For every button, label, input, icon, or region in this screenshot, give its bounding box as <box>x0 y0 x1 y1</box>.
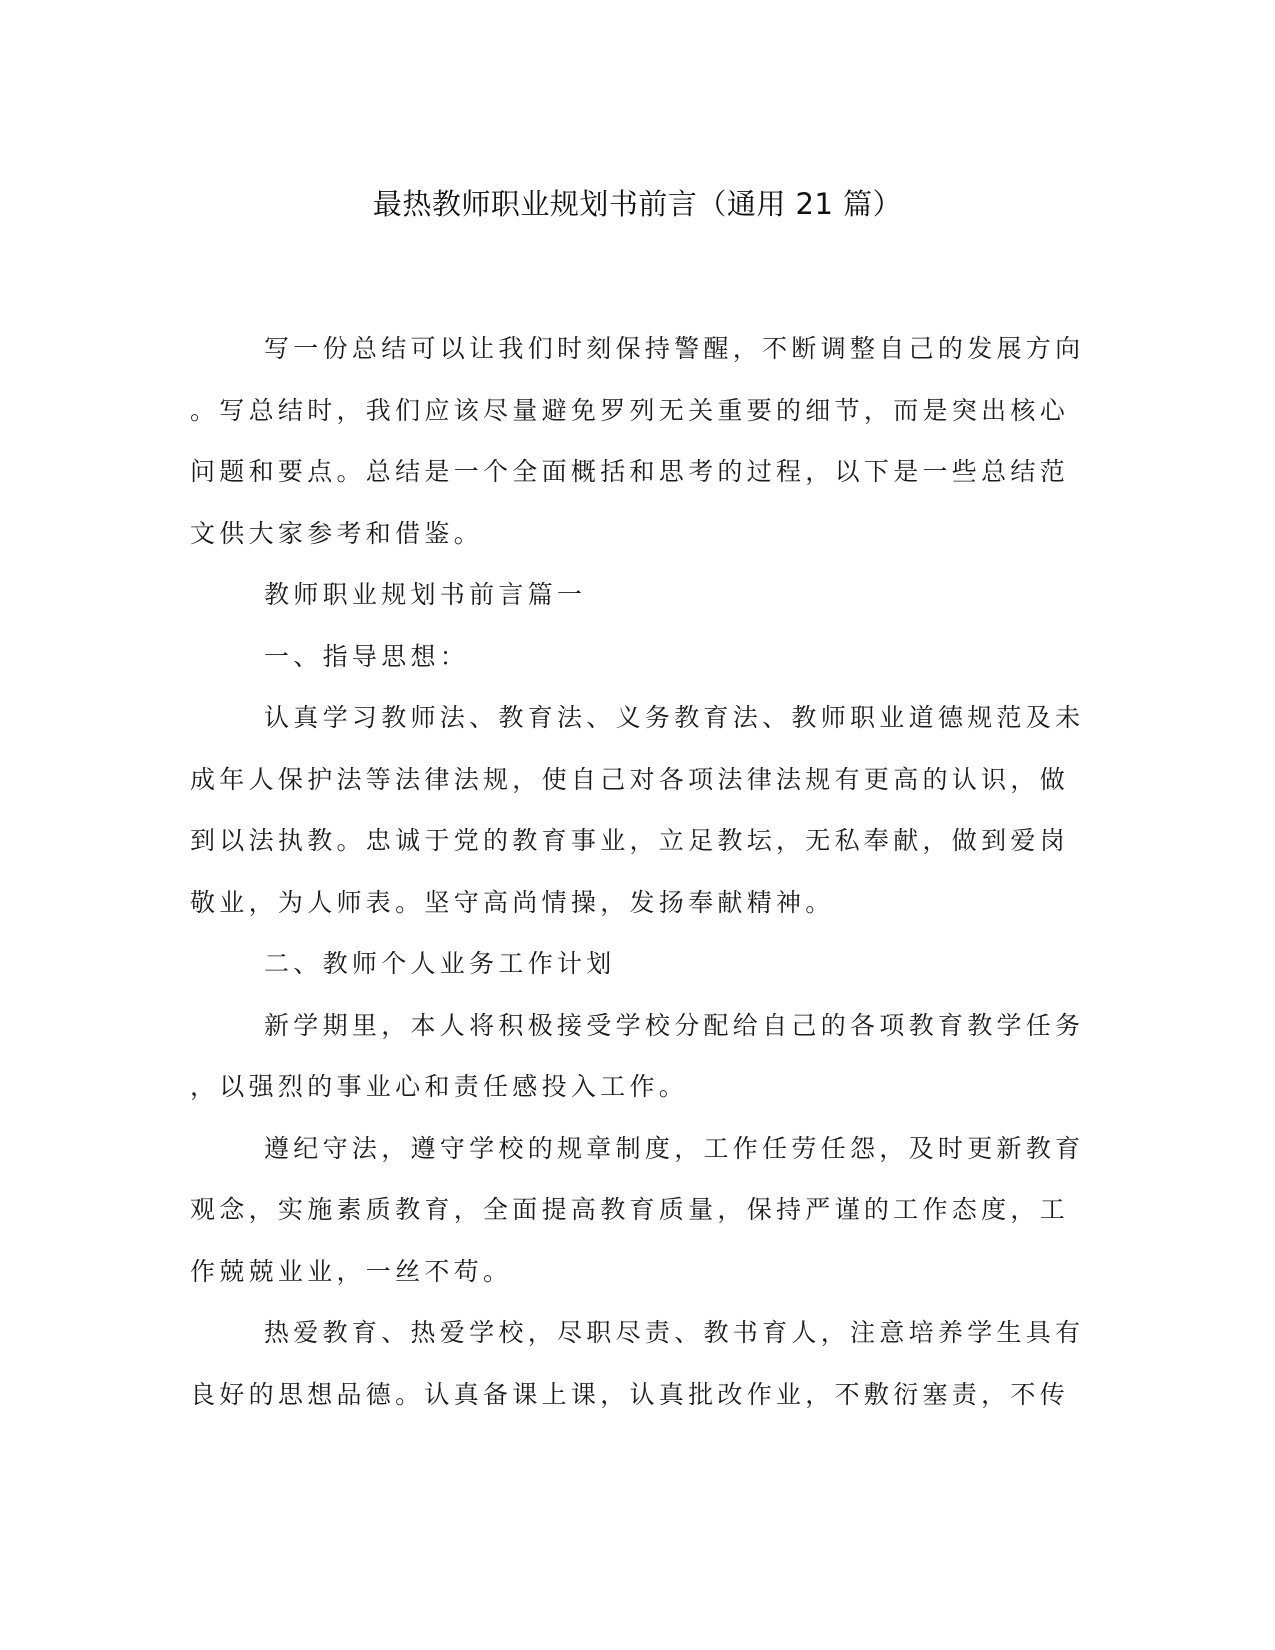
document-body <box>190 327 1085 1434</box>
text-line: 热爱教育、热爱学校，尽职尽责、教书育人，注意培养学生具有 <box>264 1318 1085 1347</box>
text-line: 良好的思想品德。认真备课上课，认真批改作业，不敷衍塞责，不传 <box>190 1379 1070 1409</box>
text-line: 到以法执教。忠诚于党的教育事业，立足教坛，无私奉献，做到爱岗 <box>190 826 1070 855</box>
text-line: 二、教师个人业务工作计划 <box>264 949 616 978</box>
text-line: 成年人保护法等法律法规，使自己对各项法律法规有更高的认识，做 <box>190 764 1070 794</box>
text-line: 遵纪守法，遵守学校的规章制度，工作任劳任怨，及时更新教育 <box>264 1133 1085 1163</box>
text-line: 观念，实施素质教育，全面提高教育质量，保持严谨的工作态度，工 <box>190 1195 1070 1224</box>
text-line: 认真学习教师法、教育法、义务教育法、教师职业道德规范及未 <box>264 703 1085 732</box>
text-line: 敬业，为人师表。坚守高尚情操，发扬奉献精神。 <box>190 887 835 917</box>
text-line: 写一份总结可以让我们时刻保持警醒，不断调整自己的发展方向 <box>264 334 1085 363</box>
text-line: 作兢兢业业，一丝不苟。 <box>190 1256 513 1286</box>
text-line: 。写总结时，我们应该尽量避免罗列无关重要的细节，而是突出核心 <box>190 395 1070 425</box>
text-line: 新学期里，本人将积极接受学校分配给自己的各项教育教学任务 <box>264 1010 1085 1040</box>
text-line: 教师职业规划书前言篇一 <box>264 580 587 609</box>
document-title: 最热教师职业规划书前言（通用 21 篇） <box>372 187 903 221</box>
text-line: 文供大家参考和借鉴。 <box>190 518 484 548</box>
text-line: 一、指导思想： <box>264 641 470 671</box>
text-line: ，以强烈的事业心和责任感投入工作。 <box>190 1072 689 1101</box>
text-line: 问题和要点。总结是一个全面概括和思考的过程，以下是一些总结范 <box>190 457 1070 486</box>
